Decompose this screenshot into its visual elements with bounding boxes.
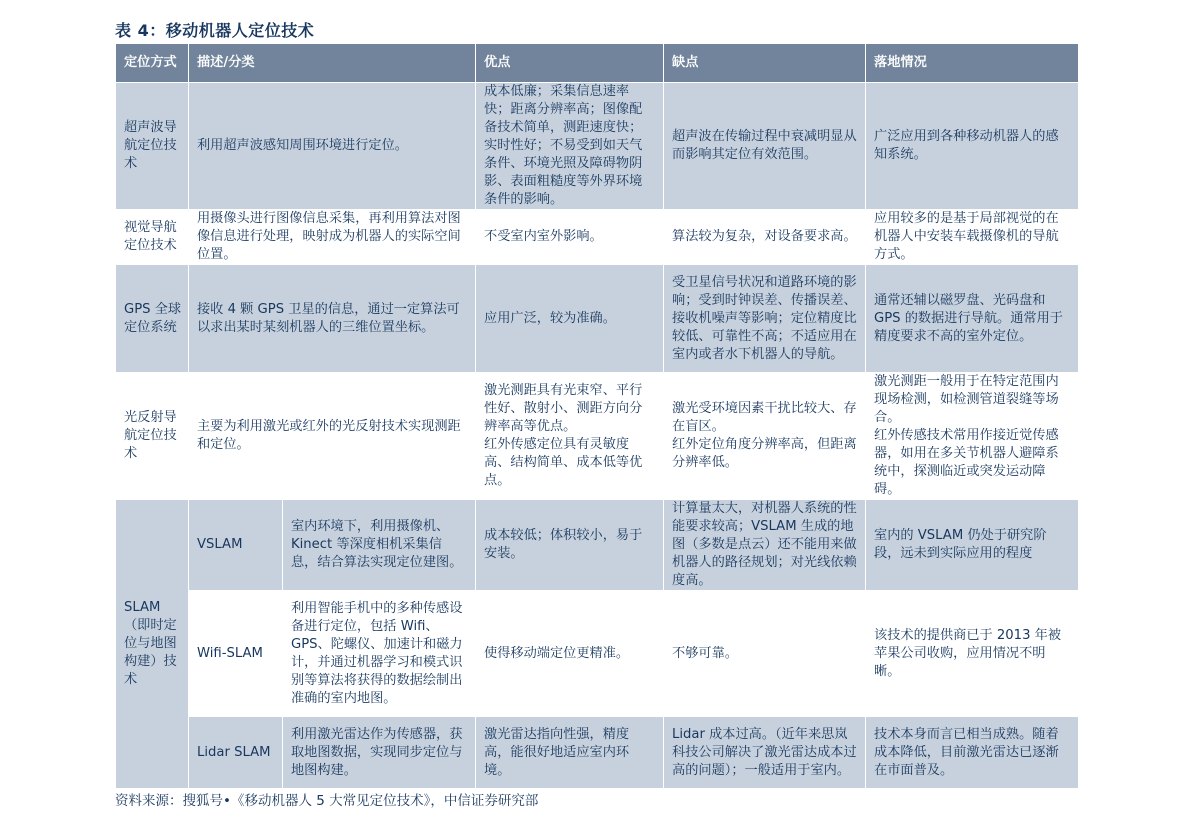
cell-pros: 不受室内室外影响。 <box>476 210 664 265</box>
cell-landing: 应用较多的是基于局部视觉的在机器人中安装车载摄像机的导航方式。 <box>866 210 1079 265</box>
cell-method: 光反射导航定位技术 <box>116 373 189 500</box>
cell-cons: 激光受环境因素干扰比较大、存在盲区。 红外定位角度分辨率高，但距离分辨率低。 <box>664 373 866 500</box>
cell-sub-name: Lidar SLAM <box>189 717 283 789</box>
table-row <box>116 373 1079 500</box>
cell-desc: 利用智能手机中的多种传感设备进行定位，包括 Wifi、GPS、陀螺仪、加速计和磁力计，并通过机器学习和模式识别等算法将获得的数据绘制出准确的室内地图。 <box>283 591 476 717</box>
table-row <box>116 591 1079 717</box>
cell-cons: 不够可靠。 <box>664 591 866 717</box>
cell-landing: 激光测距一般用于在特定范围内现场检测，如检测管道裂缝等场合。 红外传感技术常用作接近觉传感器，如用在多关节机器人避障系统中，探测临近或突发运动障碍。 <box>866 373 1079 500</box>
cell-landing: 技术本身而言已相当成熟。随着成本降低，目前激光雷达已逐渐在市面普及。 <box>866 717 1079 789</box>
cell-pros: 成本较低；体积较小，易于安装。 <box>476 500 664 591</box>
cell-pros: 激光测距具有光束窄、平行性好、散射小、测距方向分辨率高等优点。 红外传感定位具有灵敏度高、结构简单、成本低等优点。 <box>476 373 664 500</box>
cell-method-slam: SLAM（即时定位与地图构建）技术 <box>116 500 189 789</box>
positioning-tech-table <box>115 43 1079 789</box>
cell-landing: 广泛应用到各种移动机器人的感知系统。 <box>866 83 1079 210</box>
cell-method: 视觉导航定位技术 <box>116 210 189 265</box>
cell-pros: 激光雷达指向性强，精度高，能很好地适应室内环境。 <box>476 717 664 789</box>
cell-desc: 利用超声波感知周围环境进行定位。 <box>189 83 476 210</box>
cell-desc: 利用激光雷达作为传感器，获取地图数据，实现同步定位与地图构建。 <box>283 717 476 789</box>
cell-landing: 该技术的提供商已于 2013 年被苹果公司收购，应用情况不明晰。 <box>866 591 1079 717</box>
header-desc: 描述/分类 <box>189 44 476 83</box>
cell-landing: 室内的 VSLAM 仍处于研究阶段，远未到实际应用的程度 <box>866 500 1079 591</box>
cell-pros: 应用广泛，较为准确。 <box>476 265 664 373</box>
cell-desc: 用摄像头进行图像信息采集，再利用算法对图像信息进行处理，映射成为机器人的实际空间位置。 <box>189 210 476 265</box>
cell-pros: 成本低廉；采集信息速率快；距离分辨率高；图像配备技术简单，测距速度快；实时性好；不易受到如天气条件、环境光照及障碍物阴影、表面粗糙度等外界环境条件的影响。 <box>476 83 664 210</box>
cell-method: 超声波导航定位技术 <box>116 83 189 210</box>
cell-pros: 使得移动端定位更精准。 <box>476 591 664 717</box>
cell-cons: 超声波在传输过程中衰减明显从而影响其定位有效范围。 <box>664 83 866 210</box>
cell-cons: 计算量太大，对机器人系统的性能要求较高；VSLAM 生成的地图（多数是点云）还不能用来做机器人的路径规划；对光线依赖度高。 <box>664 500 866 591</box>
cell-sub-name: Wifi-SLAM <box>189 591 283 717</box>
table-row <box>116 83 1079 210</box>
cell-desc: 接收 4 颗 GPS 卫星的信息，通过一定算法可以求出某时某刻机器人的三维位置坐标。 <box>189 265 476 373</box>
header-method: 定位方式 <box>116 44 189 83</box>
cell-cons: 算法较为复杂，对设备要求高。 <box>664 210 866 265</box>
cell-cons: 受卫星信号状况和道路环境的影响；受到时钟误差、传播误差、接收机噪声等影响；定位精度比较低、可靠性不高；不适应用在室内或者水下机器人的导航。 <box>664 265 866 373</box>
source-note: 资料来源：搜狐号•《移动机器人 5 大常见定位技术》，中信证券研究部 <box>115 793 539 809</box>
header-pros: 优点 <box>476 44 664 83</box>
header-cons: 缺点 <box>664 44 866 83</box>
table-title: 表 4：移动机器人定位技术 <box>115 21 315 40</box>
table-row <box>116 210 1079 265</box>
table-row <box>116 265 1079 373</box>
table-row <box>116 717 1079 789</box>
cell-desc: 室内环境下，利用摄像机、Kinect 等深度相机采集信息，结合算法实现定位建图。 <box>283 500 476 591</box>
cell-landing: 通常还辅以磁罗盘、光码盘和 GPS 的数据进行导航。通常用于精度要求不高的室外定位。 <box>866 265 1079 373</box>
cell-method: GPS 全球定位系统 <box>116 265 189 373</box>
header-landing: 落地情况 <box>866 44 1079 83</box>
cell-desc: 主要为利用激光或红外的光反射技术实现测距和定位。 <box>189 373 476 500</box>
table-row <box>116 500 1079 591</box>
header-row <box>116 44 1079 83</box>
cell-cons: Lidar 成本过高。（近年来思岚科技公司解决了激光雷达成本过高的问题）；一般适用于室内。 <box>664 717 866 789</box>
cell-sub-name: VSLAM <box>189 500 283 591</box>
